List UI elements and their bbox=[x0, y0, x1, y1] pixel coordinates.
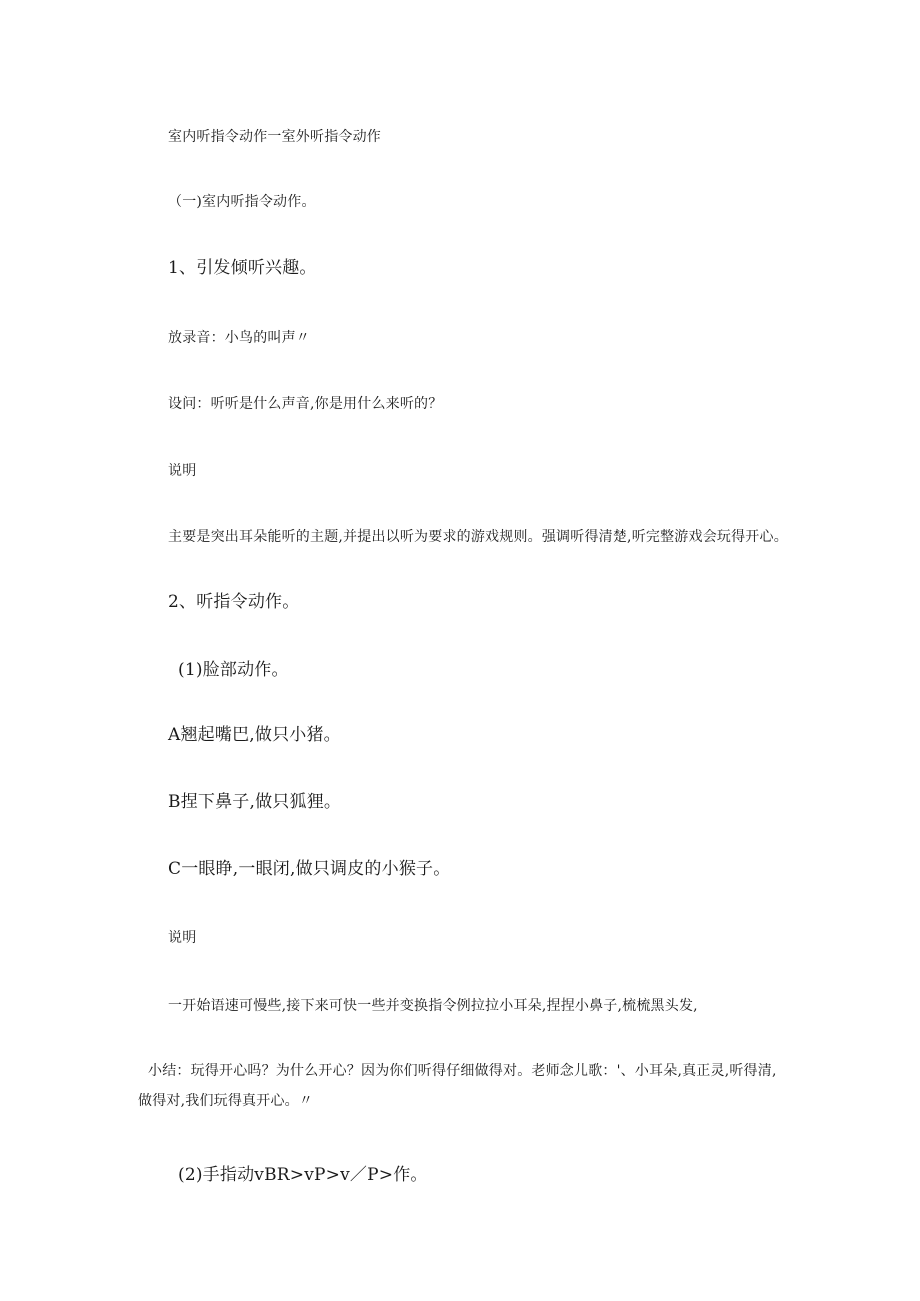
note-text: 一开始语速可慢些,接下来可快一些并变换指令例拉拉小耳朵,捏捏小鼻子,梳梳黑头发, bbox=[168, 998, 698, 1014]
note-label: 说明 bbox=[168, 463, 197, 479]
note-label: 说明 bbox=[168, 930, 197, 946]
section-heading: （一)室内听指令动作。 bbox=[168, 194, 316, 210]
sub-heading-finger: (2)手指动vBR>vP>v／P>作。 bbox=[178, 1165, 428, 1185]
note-text: 主要是突出耳朵能听的主题,并提出以听为要求的游戏规则。强调听得清楚,听完整游戏会玩得开心。 bbox=[168, 529, 788, 545]
list-item-a: A翘起嘴巴,做只小猪。 bbox=[168, 725, 341, 745]
summary-text: 小结：玩得开心吗？为什么开心？因为你们听得仔细做得对。老师念儿歌：'、小耳朵,真正灵,听得清,做得对,我们玩得真开心。〃 bbox=[138, 1063, 777, 1109]
question-text: 设问：听听是什么声音,你是用什么来听的？ bbox=[168, 396, 443, 412]
document-title: 室内听指令动作一室外听指令动作 bbox=[168, 129, 381, 145]
step-1-heading: 1、引发倾听兴趣。 bbox=[168, 258, 317, 278]
sub-heading-face: (1)脸部动作。 bbox=[178, 660, 289, 680]
step-2-heading: 2、听指令动作。 bbox=[168, 592, 300, 612]
list-item-c: C一眼睁,一眼闭,做只调皮的小猴子。 bbox=[168, 859, 451, 879]
play-recording-text: 放录音：小鸟的叫声〃 bbox=[168, 330, 310, 346]
list-item-b: B捏下鼻子,做只狐狸。 bbox=[168, 792, 342, 812]
